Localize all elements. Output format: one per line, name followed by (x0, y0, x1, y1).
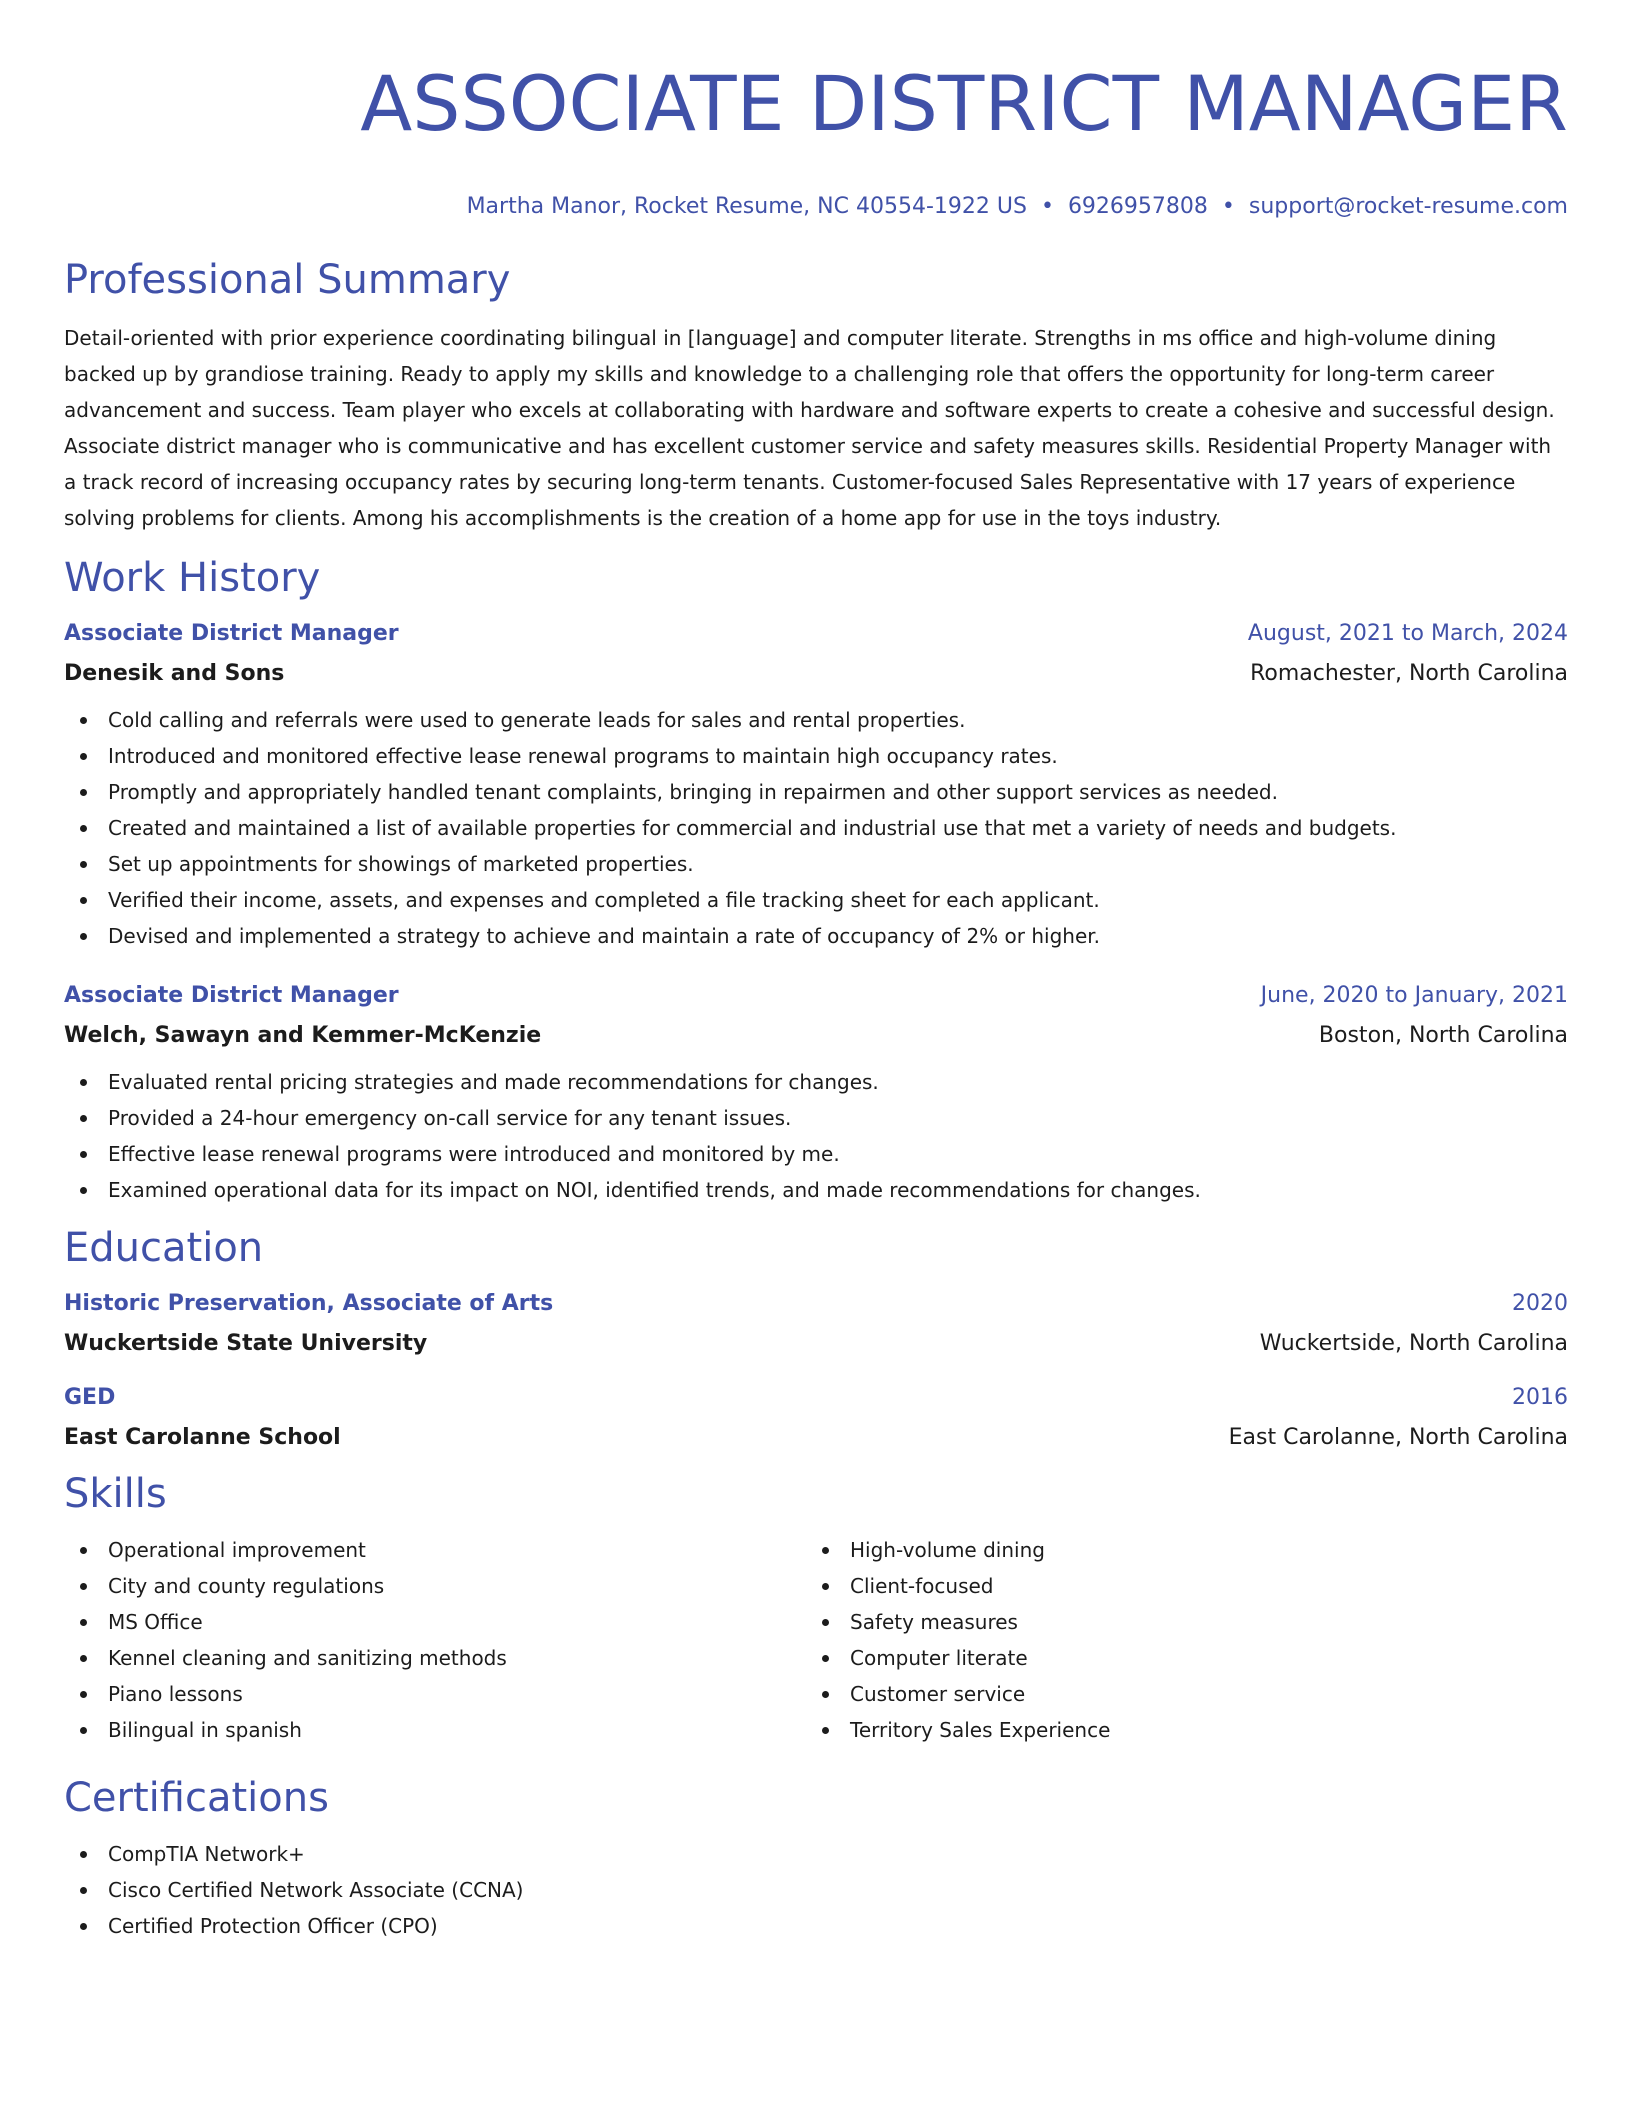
job-role: Associate District Manager (64, 983, 399, 1008)
skill-item: Computer literate (806, 1640, 1548, 1676)
education-header-row (64, 1382, 1568, 1414)
section-title-skills: Skills (64, 1471, 167, 1517)
certification-item: Cisco Certified Network Associate (CCNA) (64, 1872, 1568, 1908)
skill-item: Bilingual in spanish (64, 1712, 806, 1748)
job-location: Boston, North Carolina (1318, 1023, 1568, 1048)
education-school: East Carolanne School (64, 1425, 341, 1450)
education-degree: GED (64, 1385, 116, 1410)
job-bullet: Cold calling and referrals were used to generate leads for sales and rental properties. (64, 702, 1568, 738)
education-school-row (64, 1328, 1568, 1360)
skills-list (806, 1532, 1548, 1748)
skill-item: Safety measures (806, 1604, 1548, 1640)
job-entry (64, 618, 1568, 954)
skills-list (64, 1532, 806, 1748)
education-year: 2020 (1512, 1291, 1568, 1316)
certification-item: Certified Protection Officer (CPO) (64, 1908, 1568, 1944)
job-bullet: Promptly and appropriately handled tenant complaints, bringing in repairmen and other support services as needed. (64, 774, 1568, 810)
resume-page (64, 0, 1568, 1944)
job-company-row (64, 1020, 1568, 1052)
section-title-certifications: Certifications (64, 1775, 329, 1821)
job-dates: August, 2021 to March, 2024 (1247, 621, 1568, 646)
education-degree: Historic Preservation, Associate of Arts (64, 1291, 554, 1316)
education-year: 2016 (1512, 1385, 1568, 1410)
contact-separator: • (1040, 194, 1054, 219)
summary-text: Detail-oriented with prior experience coordinating bilingual in [language] and computer literate. Strengths in ms office and high-volume dining backed up by grandiose training. Ready to apply my skills and knowledge to a challenging role that offers the opportunity for long-term career advancement and success. Team player who excels at collaborating with hardware and software experts to create a cohesive and successful design. Associate district manager who is communicative and has excellent customer service and safety measures skills. Residential Property Manager with a track record of increasing occupancy rates by securing long-term tenants. Customer-focused Sales Representative with 17 years of experience solving problems for clients. Among his accomplishments is the creation of a home app for use in the toys industry. (64, 326, 1555, 530)
skills-columns (64, 1532, 1568, 1748)
job-bullets (64, 1064, 1568, 1208)
certification-item: CompTIA Network+ (64, 1836, 1568, 1872)
job-bullet: Effective lease renewal programs were introduced and monitored by me. (64, 1136, 1568, 1172)
job-company-row (64, 658, 1568, 690)
contact-separator: • (1221, 194, 1235, 219)
job-bullet: Created and maintained a list of available properties for commercial and industrial use that met a variety of needs and budgets. (64, 810, 1568, 846)
job-bullets (64, 702, 1568, 954)
job-company: Denesik and Sons (64, 661, 285, 686)
section-title-education: Education (64, 1225, 264, 1271)
job-header-row (64, 980, 1568, 1012)
job-bullet: Introduced and monitored effective lease renewal programs to maintain high occupancy rates. (64, 738, 1568, 774)
resume-name-title: ASSOCIATE DISTRICT MANAGER (360, 59, 1568, 148)
section-title-work-history: Work History (64, 555, 321, 601)
job-bullet: Provided a 24-hour emergency on-call service for any tenant issues. (64, 1100, 1568, 1136)
education-location: Wuckertside, North Carolina (1259, 1331, 1568, 1356)
skill-item: High-volume dining (806, 1532, 1548, 1568)
contact-email: support@rocket-resume.com (1248, 194, 1568, 219)
certifications-list (64, 1836, 1568, 1944)
job-bullet: Evaluated rental pricing strategies and made recommendations for changes. (64, 1064, 1568, 1100)
job-role: Associate District Manager (64, 621, 399, 646)
skills-column-right (806, 1532, 1548, 1748)
skill-item: Customer service (806, 1676, 1548, 1712)
skill-item: City and county regulations (64, 1568, 806, 1604)
education-entry (64, 1382, 1568, 1454)
skill-item: Kennel cleaning and sanitizing methods (64, 1640, 806, 1676)
job-bullet: Verified their income, assets, and expenses and completed a file tracking sheet for each applicant. (64, 882, 1568, 918)
job-entry (64, 980, 1568, 1208)
education-school: Wuckertside State University (64, 1331, 428, 1356)
skill-item: Operational improvement (64, 1532, 806, 1568)
section-title-summary: Professional Summary (64, 257, 511, 303)
contact-address: Martha Manor, Rocket Resume, NC 40554-1922 US (466, 194, 1027, 219)
skills-column-left (64, 1532, 806, 1748)
education-header-row (64, 1288, 1568, 1320)
job-header-row (64, 618, 1568, 650)
job-bullet: Examined operational data for its impact on NOI, identified trends, and made recommendations for changes. (64, 1172, 1568, 1208)
education-entry (64, 1288, 1568, 1360)
job-location: Romachester, North Carolina (1250, 661, 1568, 686)
contact-line (64, 192, 1568, 222)
education-school-row (64, 1422, 1568, 1454)
job-bullet: Devised and implemented a strategy to achieve and maintain a rate of occupancy of 2% or higher. (64, 918, 1568, 954)
skill-item: Territory Sales Experience (806, 1712, 1548, 1748)
contact-phone: 6926957808 (1067, 194, 1208, 219)
skill-item: Piano lessons (64, 1676, 806, 1712)
skill-item: Client-focused (806, 1568, 1548, 1604)
skill-item: MS Office (64, 1604, 806, 1640)
job-company: Welch, Sawayn and Kemmer-McKenzie (64, 1023, 542, 1048)
education-location: East Carolanne, North Carolina (1228, 1425, 1568, 1450)
job-bullet: Set up appointments for showings of marketed properties. (64, 846, 1568, 882)
job-dates: June, 2020 to January, 2021 (1260, 983, 1568, 1008)
